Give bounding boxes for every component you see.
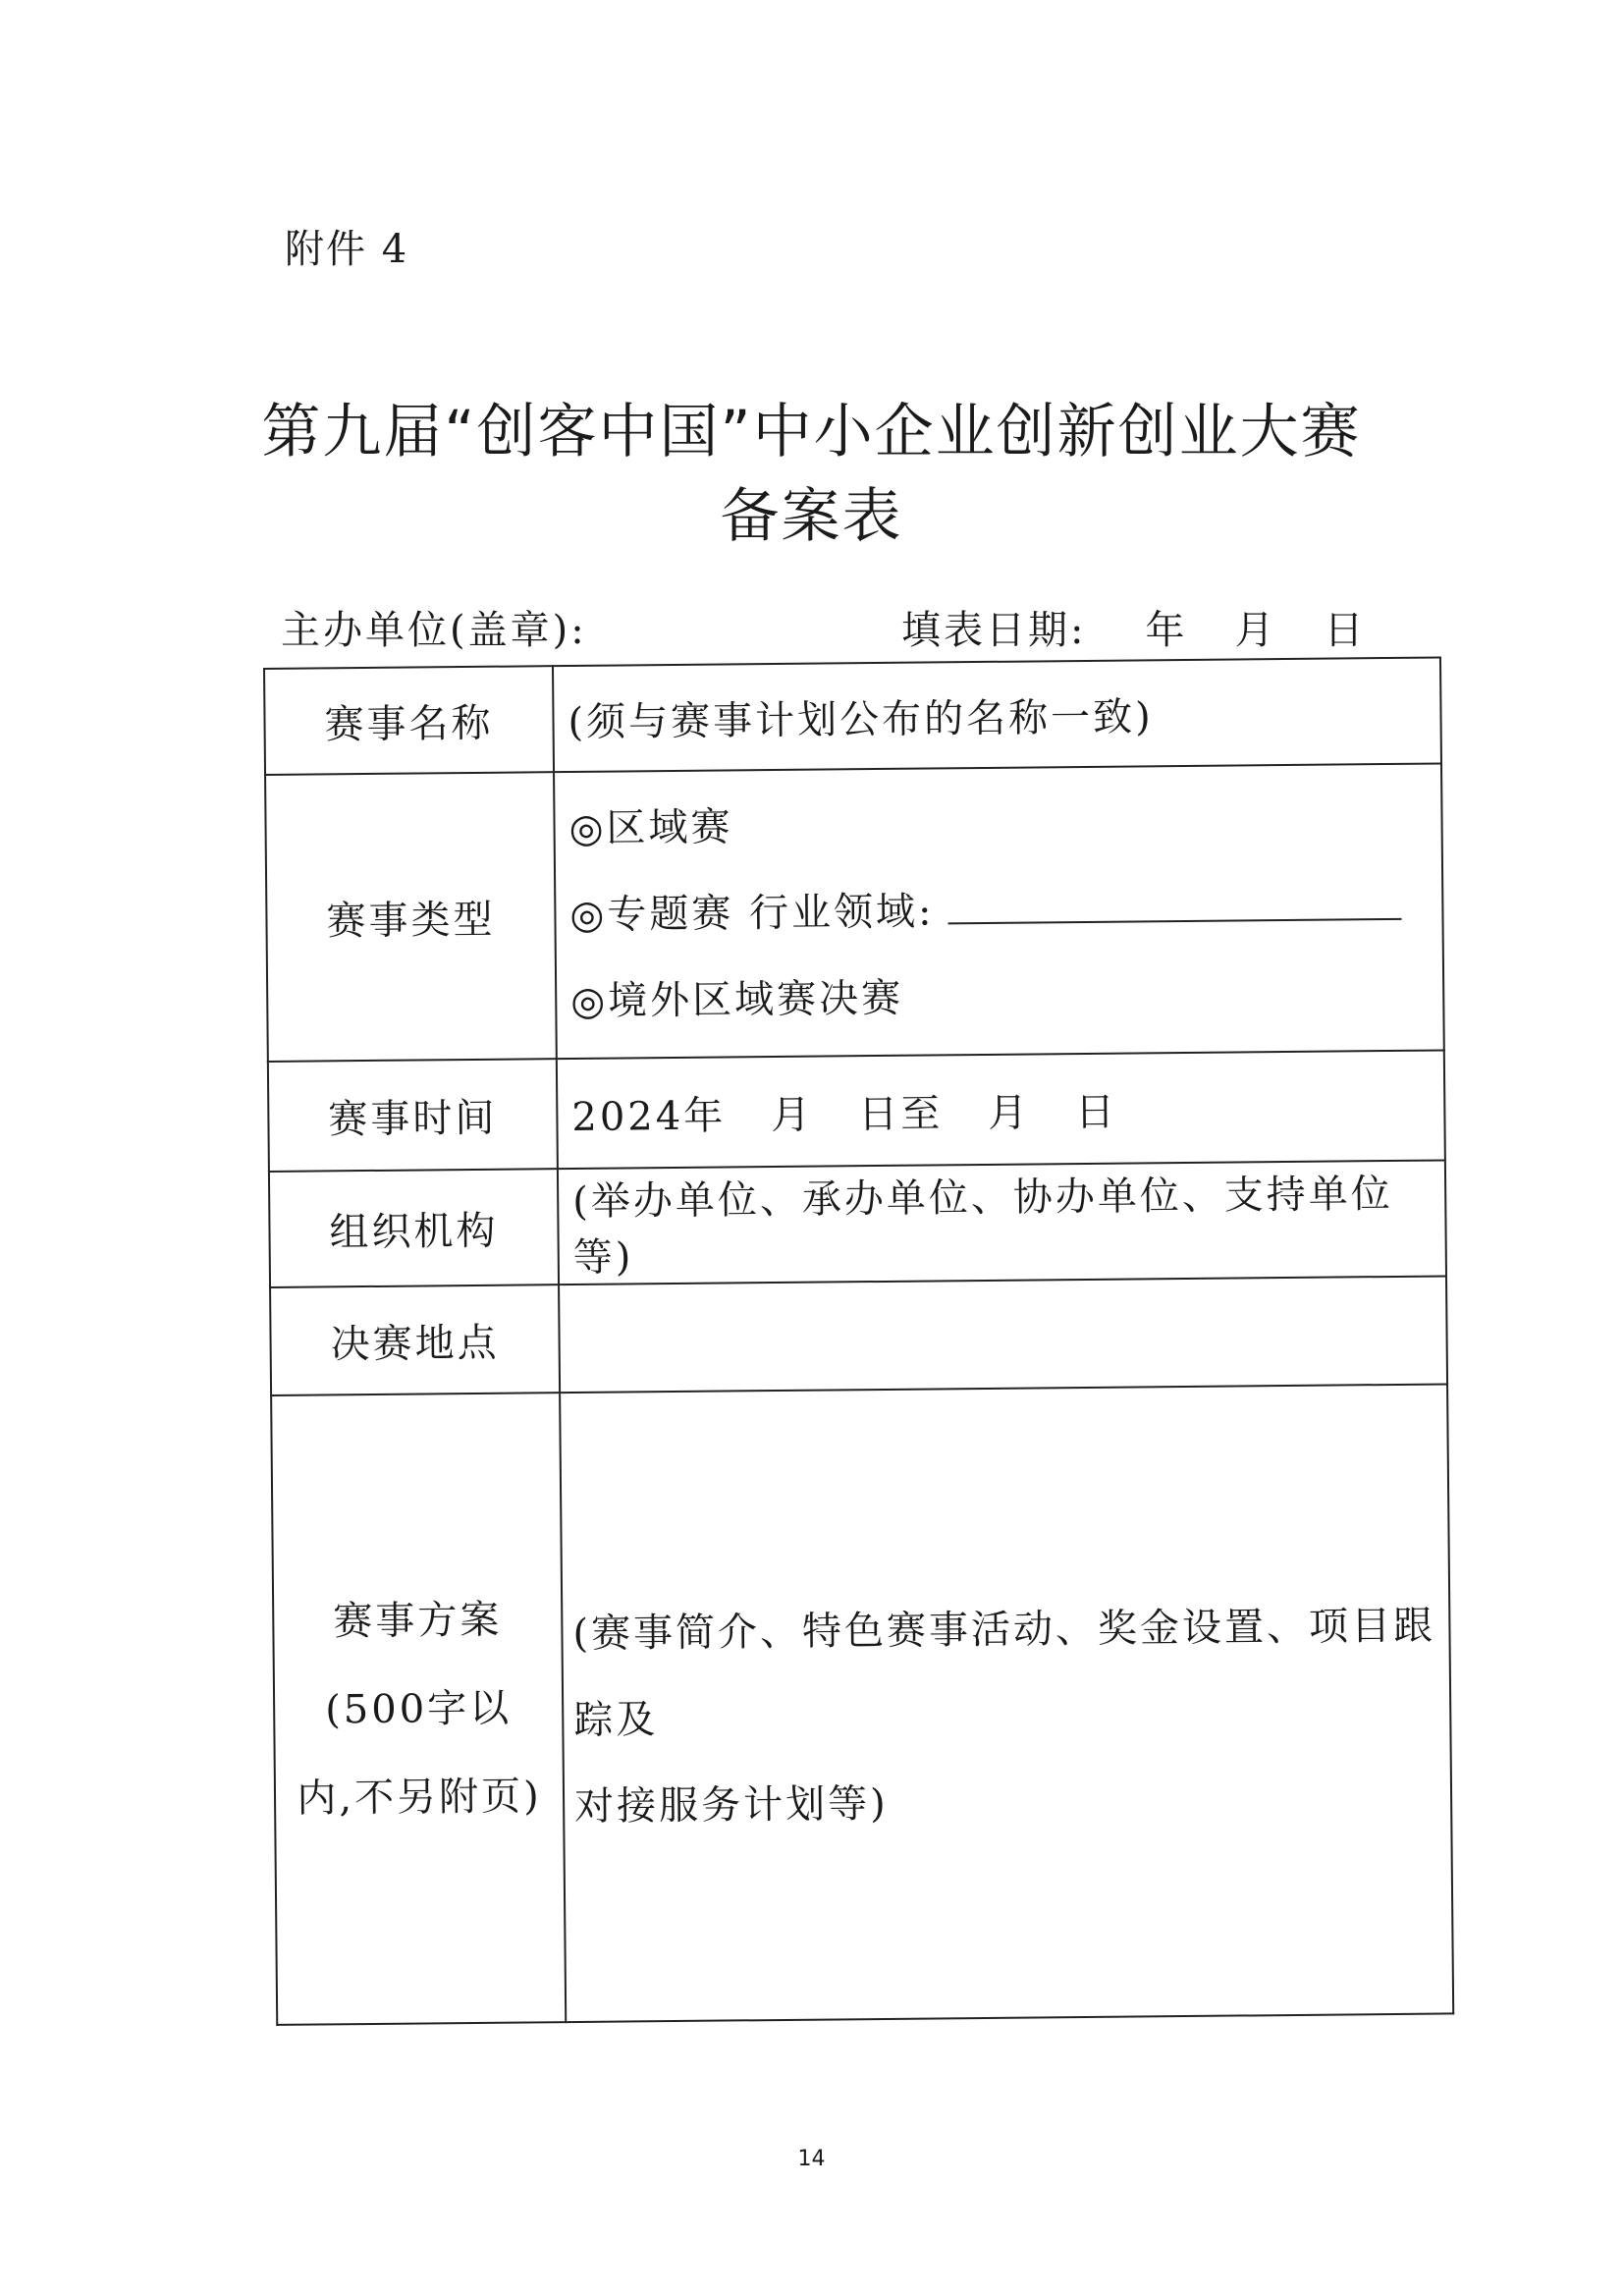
event-type-option-thematic-row	[569, 864, 1441, 959]
event-time-year: 2024年	[571, 1092, 727, 1140]
row-organization	[269, 1160, 1446, 1286]
event-time-month-unit: 月	[770, 1092, 814, 1138]
event-plan-label-line2: (500字以	[324, 1685, 513, 1732]
final-venue-label: 决赛地点	[270, 1285, 560, 1395]
event-time-day-to: 日至	[857, 1090, 944, 1137]
document-subtitle: 备案表	[720, 482, 903, 551]
event-type-option-regional[interactable]: ◎区域赛	[568, 804, 733, 852]
event-name-label: 赛事名称	[264, 666, 554, 775]
fill-date-label: 填表日期:	[901, 608, 1087, 653]
event-plan-hint-line2: 对接服务计划等)	[573, 1780, 889, 1831]
document-title: 第九届“创客中国”中小企业创新创业大赛	[261, 398, 1362, 466]
event-time-field[interactable]	[557, 1050, 1445, 1169]
row-final-venue	[270, 1276, 1447, 1394]
organization-field[interactable]	[558, 1160, 1446, 1285]
page-number: 14	[797, 2147, 826, 2171]
row-event-time	[268, 1050, 1445, 1171]
row-event-name	[264, 657, 1441, 774]
industry-field-input[interactable]	[947, 883, 1401, 924]
event-time-month-unit-2: 月	[987, 1090, 1031, 1136]
row-event-plan	[271, 1384, 1453, 2024]
industry-field-label: 行业领域:	[748, 889, 935, 937]
event-time-day-unit: 日	[1074, 1089, 1118, 1135]
fill-date-day-unit: 日	[1324, 608, 1367, 653]
event-type-option-thematic[interactable]: ◎专题赛	[569, 891, 734, 939]
event-plan-label	[271, 1393, 566, 2025]
event-type-option-overseas[interactable]: ◎境外区域赛决赛	[570, 975, 904, 1025]
event-plan-field[interactable]	[560, 1384, 1453, 2022]
event-plan-label-line1: 赛事方案	[333, 1597, 503, 1644]
final-venue-field[interactable]	[559, 1276, 1447, 1393]
event-time-label: 赛事时间	[268, 1059, 558, 1172]
fill-date-month-unit: 月	[1234, 608, 1277, 653]
event-type-field	[554, 763, 1444, 1059]
row-event-type	[265, 763, 1444, 1061]
organization-label: 组织机构	[269, 1169, 559, 1287]
organizer-label: 主办单位(盖章):	[281, 608, 587, 653]
fill-date	[901, 599, 1366, 655]
registration-form-table	[263, 656, 1454, 2025]
fill-date-year-unit: 年	[1145, 608, 1188, 653]
event-type-label: 赛事类型	[265, 772, 557, 1062]
event-name-hint: (须与赛事计划公布的名称一致)	[568, 693, 1154, 745]
organization-hint: (举办单位、承办单位、协办单位、支持单位等)	[572, 1171, 1394, 1281]
event-plan-hint-line1: (赛事简介、特色赛事活动、奖金设置、项目跟踪及	[572, 1603, 1436, 1744]
event-name-field[interactable]	[553, 657, 1441, 772]
attachment-label: 附件 4	[285, 227, 409, 272]
event-plan-label-line3: 内,不另附页)	[297, 1773, 542, 1822]
